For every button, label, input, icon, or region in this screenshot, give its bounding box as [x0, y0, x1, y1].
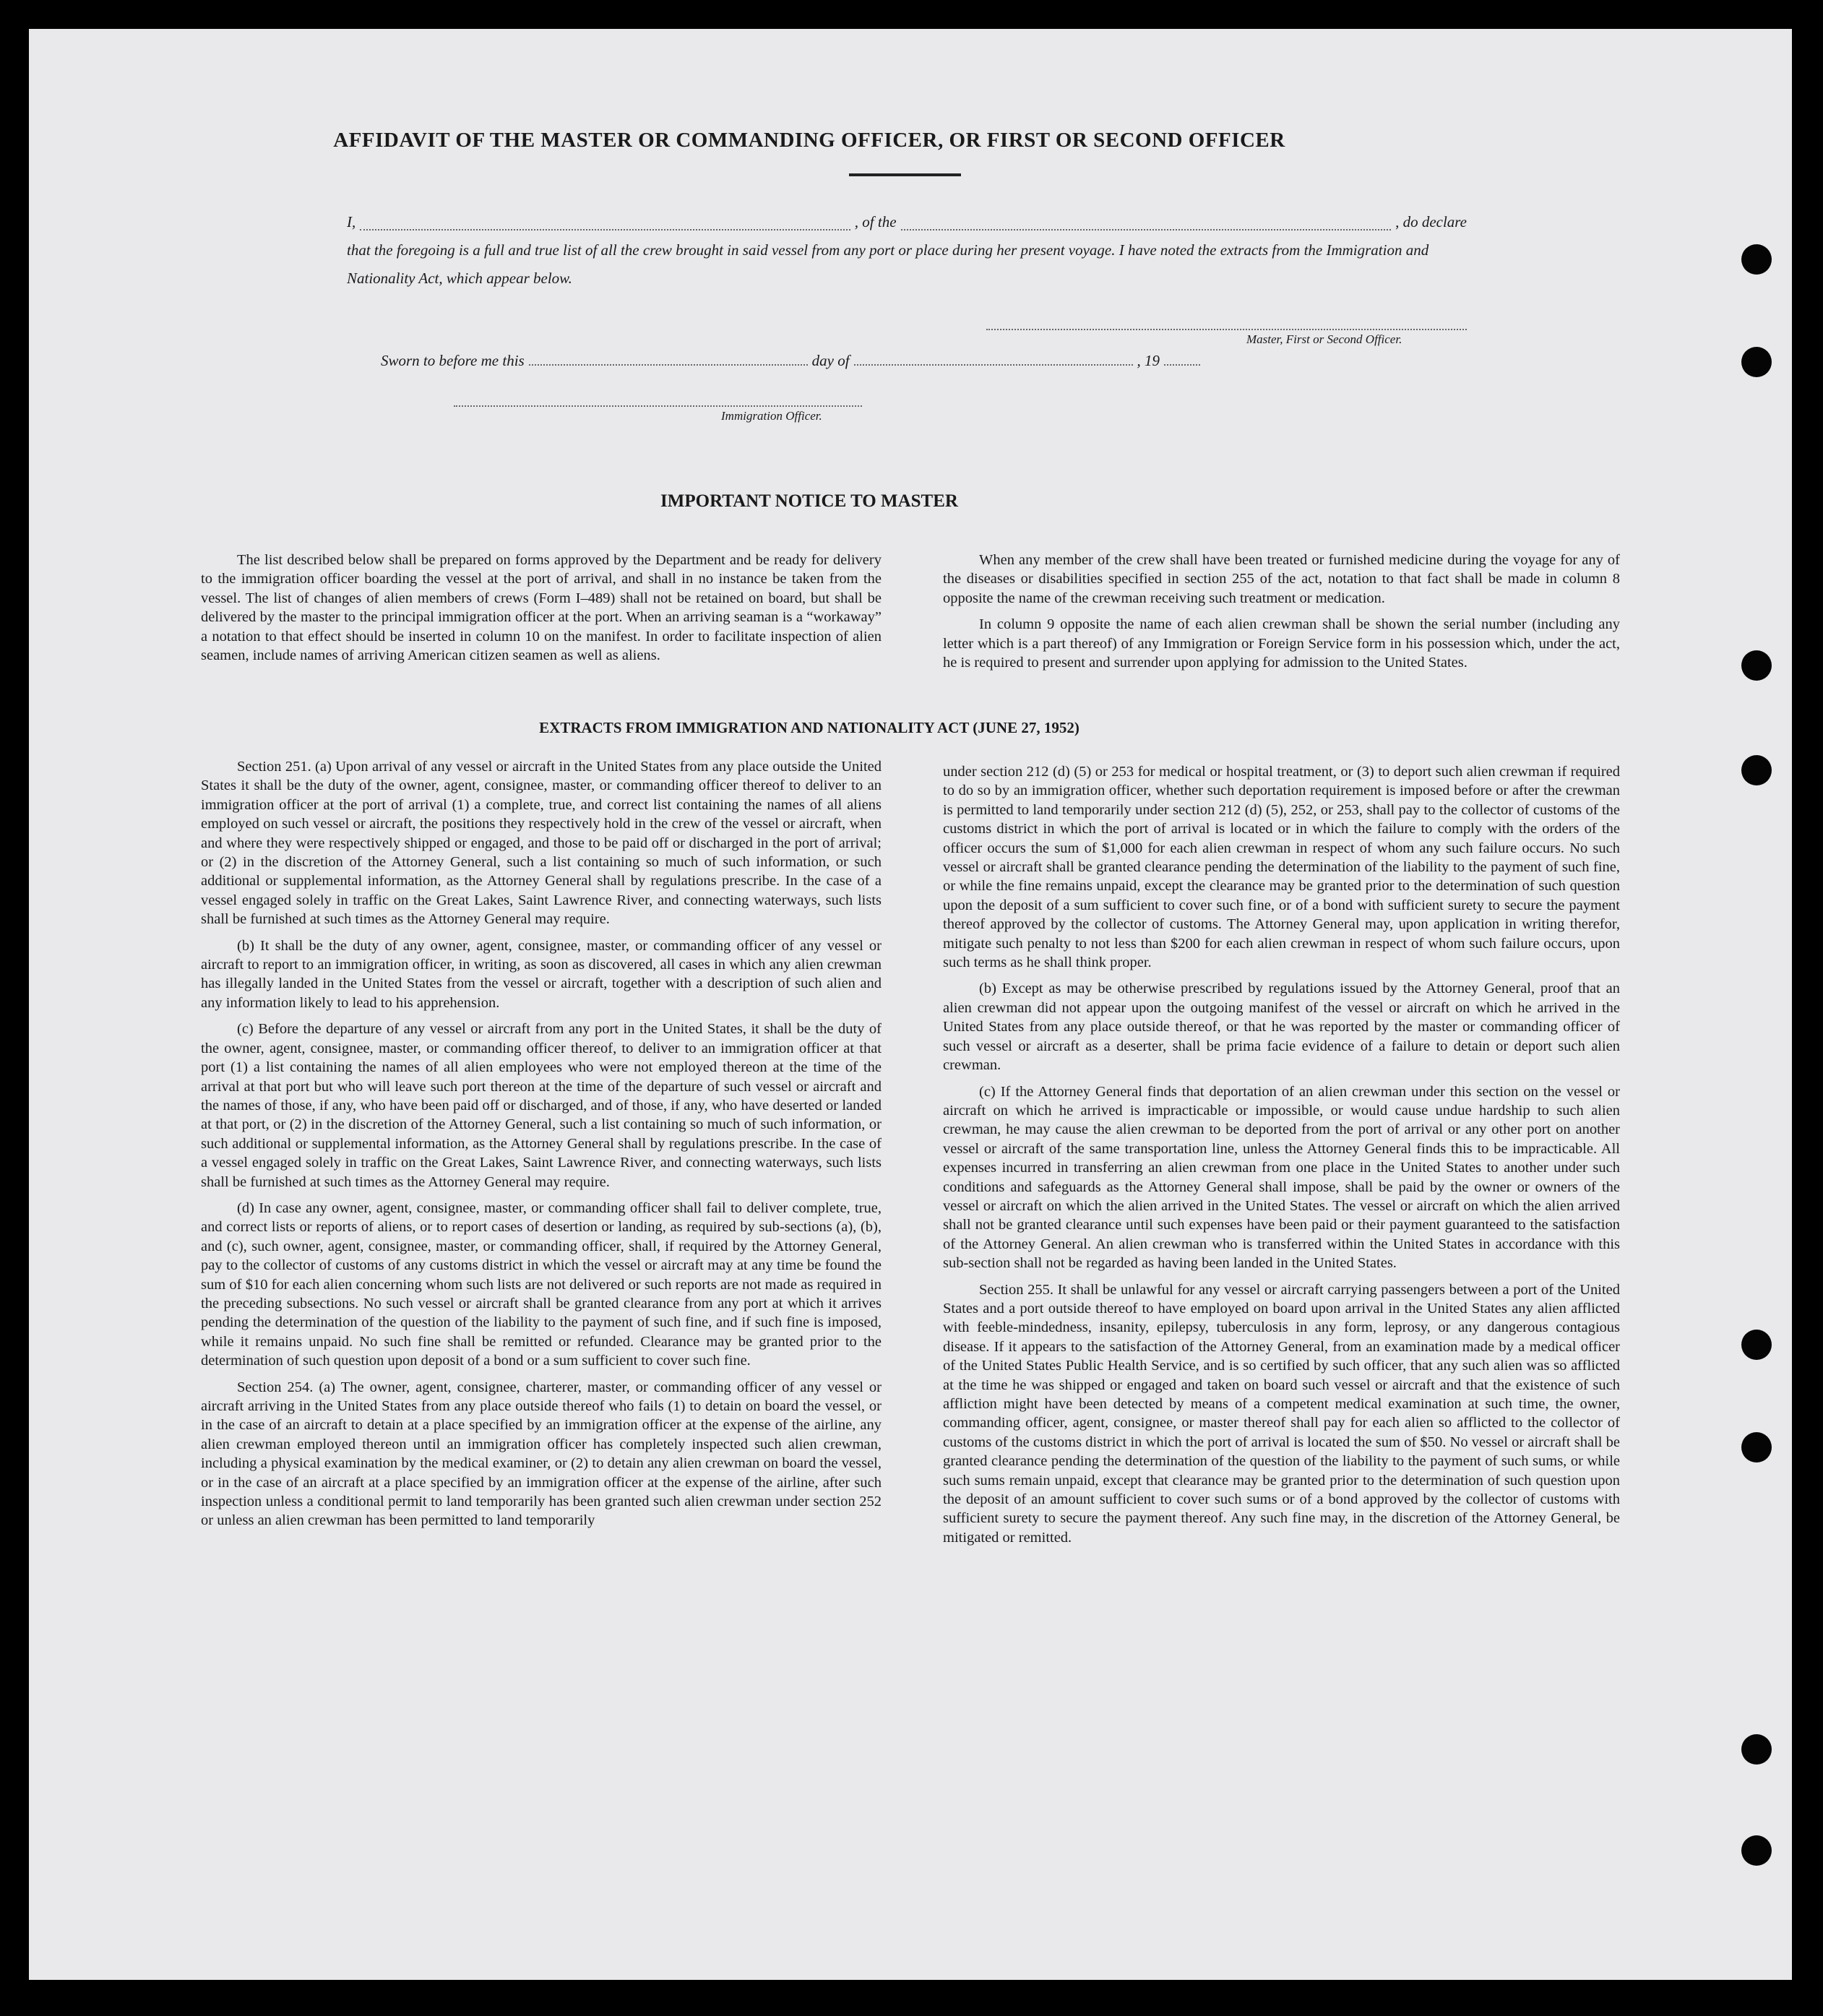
section-paragraph: (d) In case any owner, agent, consignee, master, or commanding officer shall fail to deliver complete, true, and correct lists or reports of aliens, or to report cases of desertion or landing, as required by sub-sections (a), (b), and (c), such owner, agent, consignee, master, or commanding officer, shall, if required by the Attorney General, pay to the collector of customs of any customs district in which the vessel or aircraft may at any time be found the sum of $10 for each alien concerning whom such lists are not delivered or such reports are not made as required in the preceding subsections. No such vessel or aircraft shall be granted clearance from any port at which it arrives pending the determination of the question of the liability to the payment of such fine, and if such fine is imposed, while it remains unpaid. No such fine shall be remitted or refunded. Clearance may be granted prior to the determination of such question upon deposit of a bond or a sum sufficient to cover such fine.: [201, 1199, 882, 1369]
section-paragraph: (b) Except as may be otherwise prescribed by regulations issued by the Attorney General, proof that an alien crewman did not appear upon the outgoing manifest of the vessel or aircraft on which he arrived in the United States from any place outside thereof, or that he was reported by the master or commanding officer of such vessel or aircraft as a deserter, shall be prima facie evidence of a failure to detain or deport such alien crewman.: [943, 981, 1620, 1074]
declaration-line: [347, 208, 1467, 236]
extracts-right-column: [943, 762, 1620, 1554]
section-paragraph: Section 251. (a) Upon arrival of any vessel or aircraft in the United States from any place outside the United States it shall be the duty of the owner, agent, consignee, master, or commanding officer thereof to deliver to an immigration officer at the port of arrival (1) a complete, true, and correct list containing the names of all aliens employed on such vessel or aircraft, the positions they respectively hold in the crew of the vessel or aircraft, when and where they were respectively shipped or engaged, and those to be paid off or discharged in the port of arrival; or (2) in the discretion of the Attorney General, such a list containing so much of such information, or such additional or supplemental information, as the Attorney General shall by regulations prescribe. In the case of a vessel engaged solely in traffic on the Great Lakes, Saint Lawrence River, and connecting waterways, such lists shall be furnished at such times as the Attorney General may require.: [201, 759, 882, 928]
sworn-line: [381, 352, 1204, 370]
notice-left-column: [201, 551, 882, 672]
punch-hole-icon: [1741, 1734, 1772, 1765]
section-paragraph: (c) Before the departure of any vessel or aircraft from any port in the United States, it shall be the duty of the owner, agent, consignee, master, or commanding officer thereof, to deliver to an immigration officer at that port (1) a list containing the names of all alien employees who were not employed thereon at the time of the arrival at that port but who will leave such port thereon at the time of the departure of such vessel or aircraft and the names of those, if any, who have been paid off or discharged, and of those, if any, who have deserted or landed at that port, or (2) in the discretion of the Attorney General, such a list containing so much of such information, or such additional or supplemental information, as the Attorney General shall by regulations prescribe. In the case of a vessel engaged solely in traffic on the Great Lakes, Saint Lawrence River, and connecting waterways, such lists shall be furnished at such times as the Attorney General may require.: [201, 1021, 882, 1190]
punch-hole-icon: [1741, 1432, 1772, 1463]
punch-hole-icon: [1741, 347, 1772, 377]
name-blank: [360, 229, 850, 231]
section-paragraph: Section 255. It shall be unlawful for any vessel or aircraft carrying passengers between a port of the United States and a port outside thereof to have employed on board upon arrival in the United States any alien afflicted with feeble-mindedness, insanity, epilepsy, tuberculosis in any form, leprosy, or any dangerous contagious disease. If it appears to the satisfaction of the Attorney General, from an examination made by a medical officer of the United States Public Health Service, and is so certified by such officer, that any such alien was so afflicted at the time he was shipped or engaged and taken on board such vessel or aircraft and that the existence of such affliction might have been detected by means of a competent medical examination at such time, the owner, commanding officer, agent, consignee, or master thereof shall pay for each alien so afflicted to the collector of customs of the customs district in which the port of arrival is located the sum of $50. No vessel or aircraft shall be granted clearance pending the determination of the question of the liability to the payment of such sums, or while such sums remain unpaid, except that clearance may be granted prior to the determination of such question upon the deposit of an amount sufficient to cover such sums or of a bond approved by the collector of customs with sufficient surety to secure the payment thereof. Any such fine may, in the discretion of the Attorney General, be mitigated or remitted.: [943, 1281, 1620, 1546]
vessel-blank: [901, 229, 1392, 231]
punch-hole-icon: [1741, 244, 1772, 275]
declaration-do-declare: , do declare: [1395, 213, 1468, 231]
master-caption: Master, First or Second Officer.: [1246, 332, 1402, 346]
punch-hole-icon: [1741, 1330, 1772, 1360]
declaration-of-the: , of the: [854, 213, 897, 231]
punch-hole-icon: [1741, 755, 1772, 785]
extracts-title: EXTRACTS FROM IMMIGRATION AND NATIONALITY ACT (JUNE 27, 1952): [539, 719, 1079, 736]
notice-paragraph: When any member of the crew shall have been treated or furnished medicine during the voyage for any of the diseases or disabilities specified in section 255 of the act, notation to that fact shall be made in column 8 opposite the name of the crewman receiving such treatment or medication.: [943, 552, 1620, 606]
master-signature-line: [986, 329, 1467, 330]
officer-signature-line: [454, 405, 862, 407]
section-paragraph: (c) If the Attorney General finds that deportation of an alien crewman under this section on the vessel or aircraft on which he arrived is impracticable or impossible, or would cause undue hardship to such alien crewman, he may cause the alien crewman to be deported from the port of arrival or any other port on another vessel or aircraft of the same transportation line, unless the Attorney General finds this to be impracticable. All expenses incurred in transferring an alien crewman from one place in the United States to another under such conditions and safeguards as the Attorney General shall impose, shall be paid by the owner or owners of the vessel or aircraft on which the alien arrived in the United States. The vessel or aircraft on which the alien arrived shall not be granted clearance until such expenses have been paid or their payment guaranteed to the satisfaction of the Attorney General. An alien crewman who is transferred within the United States in accordance with this sub-section shall not be regarded as having been landed in the United States.: [943, 1083, 1620, 1272]
declaration-i: I,: [347, 213, 356, 231]
punch-hole-icon: [1741, 1835, 1772, 1866]
declaration-statement: that the foregoing is a full and true list of all the crew brought in said vessel from any port or place during her present voyage. I have noted the extracts from the Immigration and Nationality Act, which appear below.: [347, 241, 1429, 287]
officer-caption: Immigration Officer.: [721, 409, 822, 423]
notice-right-column: [943, 551, 1620, 679]
section-paragraph: Section 254. (a) The owner, agent, consignee, charterer, master, or commanding officer of any vessel or aircraft arriving in the United States from any place outside thereof who fails (1) to detain on board the vessel, or in the case of an aircraft to detain at a place specified by an immigration officer at the expense of the airline, any alien crewman employed thereon until an immigration officer has completely inspected such alien crewman, including a physical examination by the medical examiner, or (2) to detain any alien crewman on board the vessel, or in the case of an aircraft at a place specified by an immigration officer at the expense of the airline, after such inspection unless a conditional permit to land temporarily has been granted such alien crewman under section 252 or unless an alien crewman has been permitted to land temporarily: [201, 1379, 882, 1529]
month-blank: [854, 364, 1133, 366]
notice-title: IMPORTANT NOTICE TO MASTER: [660, 491, 958, 511]
declaration-block: [347, 208, 1467, 293]
sworn-prefix: Sworn to before me this: [381, 352, 525, 369]
title-divider: [849, 173, 961, 176]
year-blank: [1164, 364, 1200, 366]
section-paragraph: (b) It shall be the duty of any owner, agent, consignee, master, or commanding officer of any vessel or aircraft to report to an immigration officer, in writing, as soon as discovered, all cases in which any alien crewman has illegally landed in the United States from the vessel or aircraft, together with a description of such alien and any information likely to lead to his apprehension.: [201, 937, 882, 1011]
section-paragraph: under section 212 (d) (5) or 253 for medical or hospital treatment, or (3) to deport such alien crewman if required to do so by an immigration officer, whether such deportation requirement is imposed before or after the crewman is permitted to land temporarily under section 212 (d) (5), 252, or 253, shall pay to the collector of customs of the customs district in which the port of arrival is located or in which the failure to comply with the orders of the officer occurs the sum of $1,000 for each alien crewman in respect of whom any such failure occurs. No such vessel or aircraft shall be granted clearance pending the determination of the liability to the payment of such fine, or while the fine remains unpaid, except the clearance may be granted prior to the determination of such question upon the deposit of a sum sufficient to cover such fine, or of a bond with sufficient surety to secure the payment thereof approved by the collector of customs. The Attorney General may, upon application in writing therefor, mitigate such penalty to not less than $200 for each alien crewman in respect of whom such failure occurs, upon such terms as he shall think proper.: [943, 764, 1620, 971]
notice-paragraph: In column 9 opposite the name of each alien crewman shall be shown the serial number (including any letter which is a part thereof) of any Immigration or Foreign Service form in his possession which, under the act, he is required to present and surrender upon applying for admission to the United States.: [943, 616, 1620, 671]
sworn-day-of: day of: [811, 352, 850, 369]
punch-hole-icon: [1741, 650, 1772, 681]
sworn-year: , 19: [1137, 352, 1160, 369]
affidavit-title: AFFIDAVIT OF THE MASTER OR COMMANDING OFFICER, OR FIRST OR SECOND OFFICER: [333, 129, 1285, 152]
day-blank: [529, 364, 808, 366]
extracts-left-column: [201, 757, 882, 1538]
notice-paragraph: The list described below shall be prepared on forms approved by the Department and be ready for delivery to the immigration officer boarding the vessel at the port of arrival, and shall in no instance be taken from the vessel. The list of changes of alien members of crews (Form I–489) shall not be retained on board, but shall be delivered by the master to the principal immigration officer at the port. When an arriving seaman is a “workaway” a notation to that effect should be inserted in column 10 on the manifest. In order to facilitate inspection of alien seamen, include names of arriving American citizen seamen as well as aliens.: [201, 552, 882, 664]
